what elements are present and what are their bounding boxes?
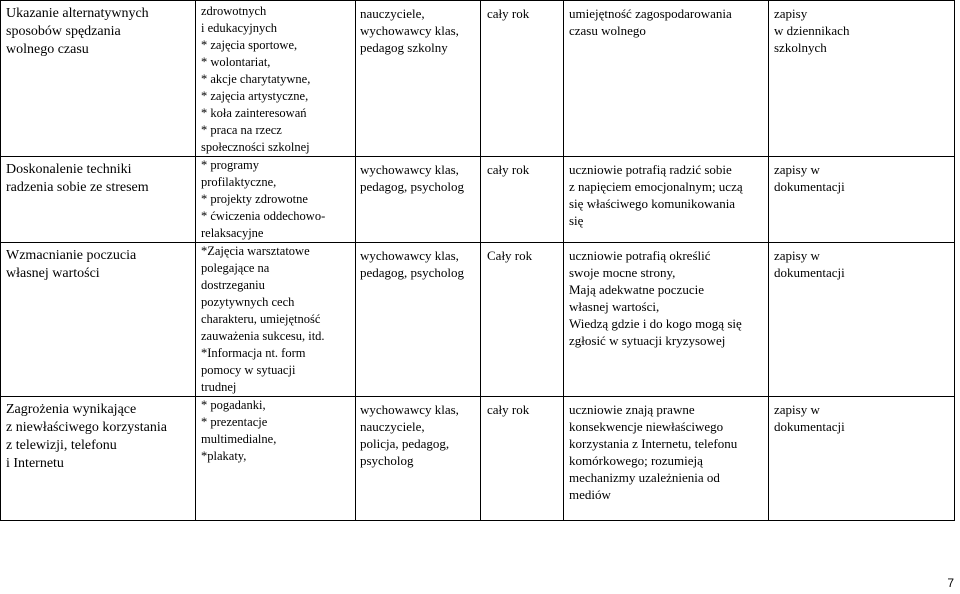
- responsible-cell: [356, 397, 481, 521]
- evaluation-text: zapisy w dokumentacji: [774, 248, 845, 280]
- table-row: [1, 157, 955, 243]
- term-cell: [481, 243, 564, 397]
- evaluation-text: zapisy w dokumentacji: [774, 402, 845, 434]
- term-text: cały rok: [487, 402, 530, 417]
- goal-text: Doskonalenie techniki radzenia sobie ze stresem: [6, 162, 149, 195]
- goal-text: Wzmacnianie poczucia własnej wartości: [6, 248, 137, 281]
- activities-text: * pogadanki, * prezentacje multimedialne, *plakaty,: [201, 398, 277, 463]
- activities-cell: [196, 157, 356, 243]
- goal-cell: [1, 243, 196, 397]
- responsible-cell: [356, 243, 481, 397]
- responsible-cell: [356, 1, 481, 157]
- table-row: [1, 243, 955, 397]
- activities-cell: [196, 1, 356, 157]
- activities-cell: [196, 243, 356, 397]
- responsible-text: wychowawcy klas, pedagog, psycholog: [360, 162, 464, 194]
- activities-text: *Zajęcia warsztatowe polegające na dostrzeganiu pozytywnych cech charakteru, umiejętność zauważenia sukcesu, itd. *Informacja nt. form pomocy w sytuacji trudnej: [201, 244, 325, 394]
- responsible-text: wychowawcy klas, nauczyciele, policja, pedagog, psycholog: [360, 402, 459, 468]
- effects-text: uczniowie znają prawne konsekwencje niewłaściwego korzystania z Internetu, telefonu komórkowego; rozumieją mechanizmy uzależnienia od mediów: [569, 402, 738, 502]
- evaluation-text: zapisy w dokumentacji: [774, 162, 845, 194]
- goal-text: Ukazanie alternatywnych sposobów spędzania wolnego czasu: [6, 6, 149, 57]
- goal-cell: [1, 157, 196, 243]
- table-row: [1, 1, 955, 157]
- goal-cell: [1, 1, 196, 157]
- effects-text: uczniowie potrafią radzić sobie z napięciem emocjonalnym; uczą się właściwego komunikowania się: [569, 162, 743, 228]
- effects-cell: [564, 243, 769, 397]
- effects-cell: [564, 1, 769, 157]
- responsible-text: nauczyciele, wychowawcy klas, pedagog szkolny: [360, 6, 459, 55]
- evaluation-cell: [769, 243, 955, 397]
- activities-cell: [196, 397, 356, 521]
- page-number: 7: [947, 576, 954, 590]
- effects-text: uczniowie potrafią określić swoje mocne strony, Mają adekwatne poczucie własnej wartości, Wiedzą gdzie i do kogo mogą się zgłosić w sytuacji kryzysowej: [569, 248, 742, 348]
- goal-cell: [1, 397, 196, 521]
- evaluation-cell: [769, 397, 955, 521]
- evaluation-cell: [769, 1, 955, 157]
- effects-text: umiejętność zagospodarowania czasu wolnego: [569, 6, 732, 38]
- evaluation-cell: [769, 157, 955, 243]
- responsible-text: wychowawcy klas, pedagog, psycholog: [360, 248, 464, 280]
- goal-text: Zagrożenia wynikające z niewłaściwego korzystania z telewizji, telefonu i Internetu: [6, 402, 167, 471]
- term-text: cały rok: [487, 162, 530, 177]
- term-text: cały rok: [487, 6, 530, 21]
- responsible-cell: [356, 157, 481, 243]
- term-text: Cały rok: [487, 248, 533, 263]
- activities-text: zdrowotnych i edukacyjnych * zajęcia sportowe, * wolontariat, * akcje charytatywne, * zajęcia artystyczne, * koła zainteresowań * praca na rzecz społeczności szkolnej: [201, 4, 311, 154]
- term-cell: [481, 157, 564, 243]
- term-cell: [481, 1, 564, 157]
- effects-cell: [564, 157, 769, 243]
- evaluation-text: zapisy w dziennikach szkolnych: [774, 6, 850, 55]
- activities-text: * programy profilaktyczne, * projekty zdrowotne * ćwiczenia oddechowo- relaksacyjne: [201, 158, 326, 240]
- table-row: [1, 397, 955, 521]
- effects-cell: [564, 397, 769, 521]
- term-cell: [481, 397, 564, 521]
